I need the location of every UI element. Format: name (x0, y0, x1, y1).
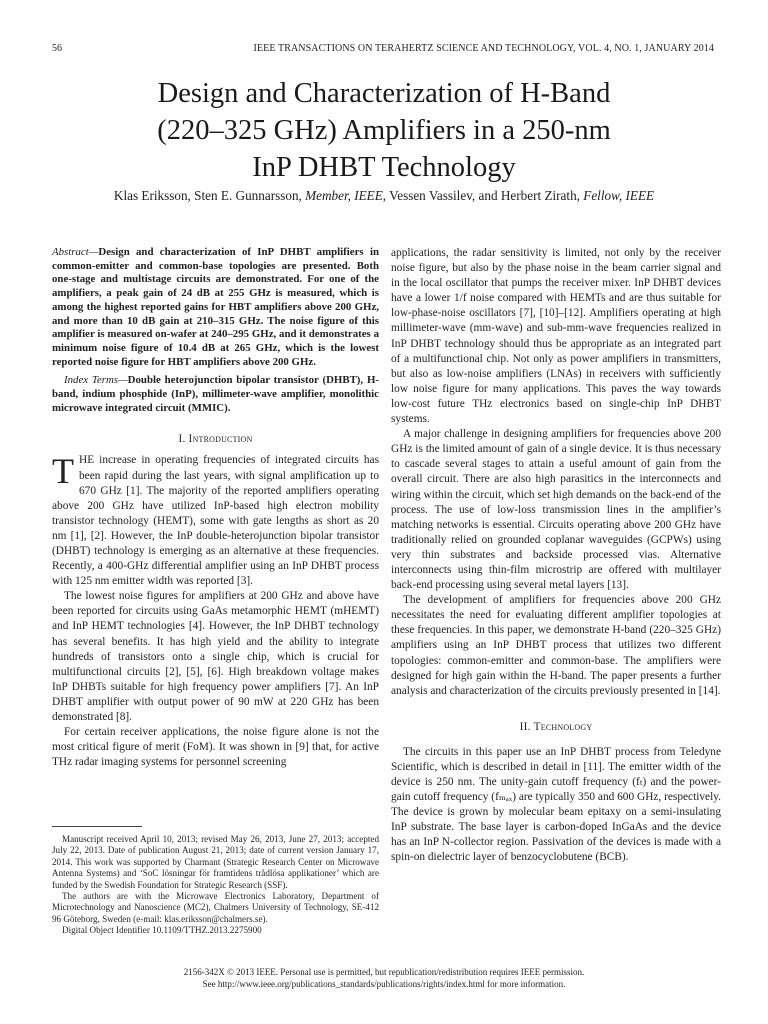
author-2-role: Member, IEEE, (305, 188, 387, 203)
section-heading-introduction (52, 433, 379, 445)
author-4-role: Fellow, IEEE (583, 188, 655, 203)
footer-line-1: 2156-342X © 2013 IEEE. Personal use is permitted, but republication/redistribution requires IEEE permission. (183, 967, 585, 977)
abstract-lead: Abstract— (52, 246, 99, 258)
technology-paragraph: The circuits in this paper use an InP DHBT process from Teledyne Scientific, which is described in detail in [11]. The emitter width of the device is 250 nm. The unity-gain cutoff frequency (fₜ) and the power-gain cutoff frequency (fₘₐₓ) are typically 350 and 600 GHz, respectively. The device is grown by molecular beam epitaxy on a semi-insulating InP substrate. The base layer is carbon-doped InGaAs and the device has an InP N-collector region. Passivation of the devices is made with a spin-on dielectric layer of benzocyclobutene (BCB). (391, 745, 721, 864)
index-terms (52, 374, 379, 415)
author-3: Vessen Vassilev, and (389, 188, 498, 203)
section-heading-technology (391, 721, 721, 733)
right-paragraph-2: A major challenge in designing amplifiers for frequencies above 200 GHz is the limited amount of gain of a single device. It is thus necessary to cascade several stages to attain a useful amount of gain from the overall circuit. There are also high parasitics in the interconnects and wiring within the circuit, which set high demands on the back-end of the process. The use of low-loss transmission lines in the amplifier’s matching networks is essential. Circuits operating above 200 GHz have traditionally relied on grounded coplanar waveguides (GCPWs) using very thin substrates and backside processed vias. Alternative interconnects using thin-film microstrip are offered with multilayer back-end processing using several metal layers [13]. (391, 428, 721, 592)
page-number: 56 (52, 43, 62, 54)
title-line-1: Design and Characterization of H-Band (157, 78, 611, 109)
intro-paragraph-3: For certain receiver applications, the noise figure alone is not the most critical figure of merit (FoM). It was shown in [9] that, for active THz radar imaging systems for personnel screening (52, 726, 379, 769)
footer-line-2: See http://www.ieee.org/publications_standards/publications/rights/index.html for more information. (202, 979, 566, 989)
index-terms-lead: Index Terms— (64, 374, 128, 387)
abstract-text: Design and characterization of InP DHBT amplifiers in common-emitter and common-base topologies are presented. Both one-stage and multistage circuits are demonstrated. For one of the amplifiers, a peak gain of 24 dB at 255 GHz is measured, which is among the highest reported gains for HBT amplifiers above 200 GHz, and more than 10 dB gain at 210–315 GHz. The noise figure of this amplifier is measured on-wafer at 240–295 GHz, and it demonstrates a minimum noise figure of 10.4 dB at 265 GHz, which is the lowest reported noise figure for HBT amplifiers above 200 GHz. (52, 246, 379, 368)
running-head: IEEE TRANSACTIONS ON TERAHERTZ SCIENCE AND TECHNOLOGY, VOL. 4, NO. 1, JANUARY 2014 (253, 43, 714, 54)
footnote-rule (52, 826, 142, 827)
right-column (391, 246, 721, 866)
section-numeral: II. (519, 720, 531, 733)
paper-title (40, 75, 728, 186)
right-paragraph-1: applications, the radar sensitivity is limited, not only by the receiver noise figure, but also by the phase noise in the beam carrier signal and in the local oscillator that pumps the receiver mixer. InP DHBT devices have a lower 1/f noise compared with HEMTs and are thus suitable for low-phase-noise oscillators [7], [10]–[12]. Amplifiers operating at high millimeter-wave (mm-wave) and sub-mm-wave frequencies realized in InP DHBT technology should thus be appropriate as an integrated part of a multifunctional chip. Not only as power amplifiers in transmitters, but also as low-noise amplifiers (LNAs) in receivers with sufficiently low noise figure for many applications. This paves the way towards low-cost future THz electronics based on single-chip InP DHBT systems. (391, 247, 721, 426)
author-2: Sten E. Gunnarsson, (194, 188, 302, 203)
author-4: Herbert Zirath, (500, 188, 580, 203)
footnote-manuscript: Manuscript received April 10, 2013; revised May 26, 2013, June 27, 2013; accepted July 22, 2013. Date of publication August 21, 2013; date of current version January 17, 2014. This work was supported by Charmant (Strategic Research Center on Microwave Antenna Systems) and ‘SoC lösningar för framtidens trådlösa applikationer’ which are funded by the Swedish Foundation for Strategic Research (SSF). (52, 834, 379, 890)
section-title: Introduction (188, 433, 253, 446)
intro-p1-text: HE increase in operating frequencies of integrated circuits has been rapid during the last years, with signal amplification up to 670 GHz [1]. The majority of the reported amplifiers operating above 200 GHz have utilized InP-based high electron mobility transistor technology (HEMT), some with gate lengths as short as 20 nm [1], [2]. However, the InP double-heterojunction bipolar transistor (DHBT) technology is emerging as an alternative at these frequencies. Recently, a 400-GHz differential amplifier using an InP DHBT process with 125 nm emitter width was reported [3]. (52, 454, 379, 588)
footnotes (52, 834, 379, 937)
author-list (40, 188, 728, 204)
left-column (52, 246, 379, 770)
right-paragraph-3: The development of amplifiers for frequencies above 200 GHz necessitates the need for evaluating different amplifier topologies at these frequencies. In this paper, we demonstrate H-band (220–325 GHz) amplifiers using an InP DHBT process that utilizes two different topologies: common-emitter and common-base. The amplifiers were designed for high gain within the H-band. The paper presents a further analysis and characterization of the circuits previously presented in [14]. (391, 594, 721, 697)
footnote-affiliation: The authors are with the Microwave Electronics Laboratory, Department of Microtechnology and Nanoscience (MC2), Chalmers University of Technology, SE-412 96 Göteborg, Sweden (e-mail: klas.eriksson@chalmers.se). (52, 891, 379, 924)
title-line-2: (220–325 GHz) Amplifiers in a 250-nm (157, 115, 611, 146)
abstract (52, 246, 379, 369)
intro-paragraph-2: The lowest noise figures for amplifiers at 200 GHz and above have been reported for circuits using GaAs metamorphic HEMT (mHEMT) and InP HEMT technologies [4]. However, the InP DHBT technology has several benefits. It has high yield and the ability to integrate hundreds of transistors onto a single chip, which is crucial for multifunctional circuits [2], [5], [6]. High breakdown voltage makes InP DHBTs suitable for high frequency power amplifiers [7]. An InP DHBT amplifier with output power of 90 mW at 220 GHz has been demonstrated [8]. (52, 590, 379, 724)
index-terms-text: Double heterojunction bipolar transistor (DHBT), H-band, indium phosphide (InP), millimeter-wave amplifier, monolithic microwave integrated circuit (MMIC). (52, 374, 379, 414)
drop-cap: T (52, 451, 74, 492)
intro-paragraph-1 (52, 453, 379, 589)
copyright-footer (40, 966, 728, 990)
author-1: Klas Eriksson, (113, 188, 191, 203)
footnote-doi: Digital Object Identifier 10.1109/TTHZ.2013.2275900 (62, 925, 262, 936)
section-title: Technology (533, 720, 593, 733)
title-line-3: InP DHBT Technology (252, 152, 516, 183)
section-numeral: I. (178, 433, 186, 446)
